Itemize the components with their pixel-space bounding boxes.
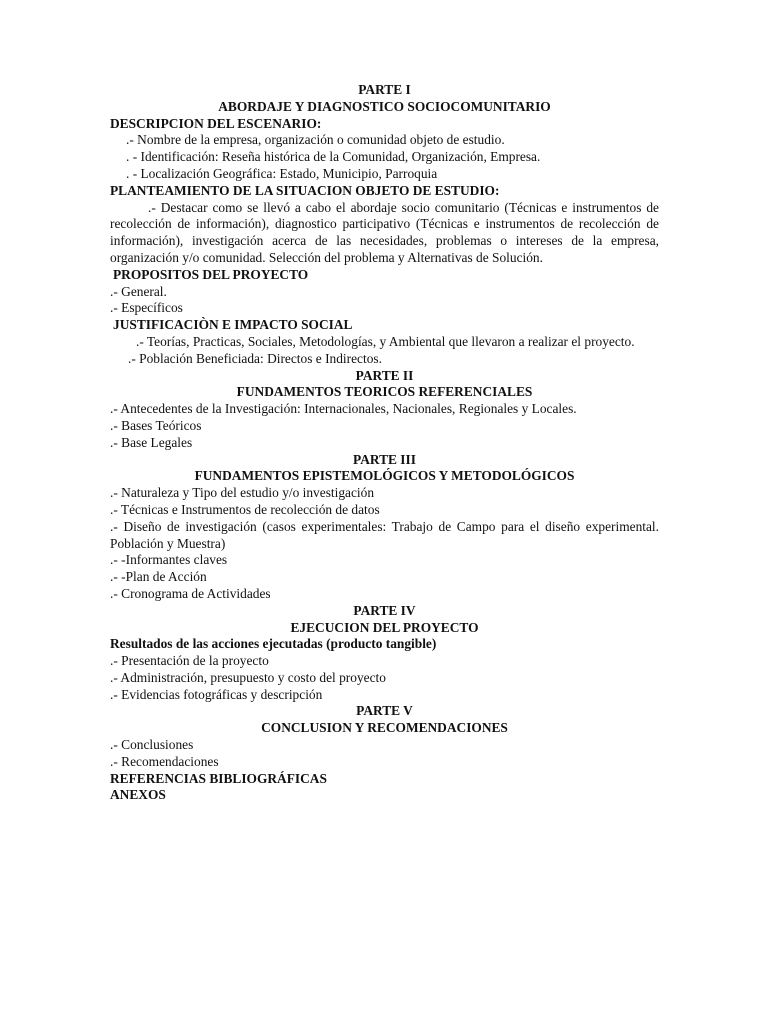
parte-4-item: .- Administración, presupuesto y costo del proyecto: [110, 669, 386, 685]
planteamiento-paragraph: .- Destacar como se llevó a cabo el abordaje socio comunitario (Técnicas e instrumentos de recolección de información), diagnostico participativo (Técnicas e instrumentos de recolección de información), investigación acerca de las necesidades, problemas o intereses de la empresa, organización y/o comunidad. Selección del problema y Alternativas de Solución.: [110, 199, 659, 265]
parte-2-item: .- Bases Teóricos: [110, 417, 202, 433]
escenario-item: .- Nombre de la empresa, organización o comunidad objeto de estudio.: [126, 132, 505, 148]
parte-4-item: .- Presentación de la proyecto: [110, 653, 269, 669]
resultados-heading: Resultados de las acciones ejecutadas (producto tangible): [110, 636, 437, 652]
parte-4-subtitle: EJECUCION DEL PROYECTO: [290, 619, 479, 635]
referencias-heading: REFERENCIAS BIBLIOGRÁFICAS: [110, 770, 327, 786]
escenario-item: . - Identificación: Reseña histórica de la Comunidad, Organización, Empresa.: [126, 149, 541, 165]
parte-2-subtitle: FUNDAMENTOS TEORICOS REFERENCIALES: [236, 384, 533, 400]
parte-5-subtitle: CONCLUSION Y RECOMENDACIONES: [261, 720, 508, 736]
parte-4-item: .- Evidencias fotográficas y descripción: [110, 686, 323, 702]
parte-3-item: .- -Informantes claves: [110, 552, 228, 568]
propositos-item: .- General.: [110, 283, 167, 299]
propositos-heading: PROPOSITOS DEL PROYECTO: [113, 266, 309, 282]
parte-3-item: .- Naturaleza y Tipo del estudio y/o investigación: [110, 485, 375, 501]
parte-5-title: PARTE V: [356, 703, 413, 719]
anexos-heading: ANEXOS: [110, 787, 166, 803]
diseno-paragraph: .- Diseño de investigación (casos experimentales: Trabajo de Campo para el diseño experimental. Población y Muestra): [110, 518, 659, 551]
parte-2-item: .- Base Legales: [110, 434, 193, 450]
parte-4-title: PARTE IV: [353, 602, 416, 618]
parte-1-subtitle: ABORDAJE Y DIAGNOSTICO SOCIOCOMUNITARIO: [218, 98, 551, 114]
parte-3-subtitle: FUNDAMENTOS EPISTEMOLÓGICOS Y METODOLÓGICOS: [194, 468, 575, 484]
parte-2-title: PARTE II: [355, 367, 414, 383]
document-page: [110, 82, 659, 804]
poblacion-item: .- Población Beneficiada: Directos e Indirectos.: [128, 350, 382, 366]
parte-3-item: .- Cronograma de Actividades: [110, 585, 271, 601]
parte-3-title: PARTE III: [353, 451, 416, 467]
parte-3-item: .- -Plan de Acción: [110, 569, 207, 585]
parte-3-item: .- Técnicas e Instrumentos de recolección de datos: [110, 501, 380, 517]
planteamiento-heading: PLANTEAMIENTO DE LA SITUACION OBJETO DE ESTUDIO:: [110, 182, 500, 198]
propositos-item: .- Específicos: [110, 300, 183, 316]
parte-5-item: .- Recomendaciones: [110, 753, 219, 769]
parte-1-title: PARTE I: [358, 82, 411, 97]
parte-2-item: .- Antecedentes de la Investigación: Internacionales, Nacionales, Regionales y Locales.: [110, 401, 577, 417]
escenario-item: . - Localización Geográfica: Estado, Municipio, Parroquia: [126, 165, 438, 181]
justificacion-paragraph: .- Teorías, Practicas, Sociales, Metodologías, y Ambiental que llevaron a realizar el proyecto.: [136, 333, 635, 349]
parte-5-item: .- Conclusiones: [110, 737, 194, 753]
justificacion-heading: JUSTIFICACIÒN E IMPACTO SOCIAL: [113, 317, 353, 333]
escenario-heading: DESCRIPCION DEL ESCENARIO:: [110, 115, 322, 131]
